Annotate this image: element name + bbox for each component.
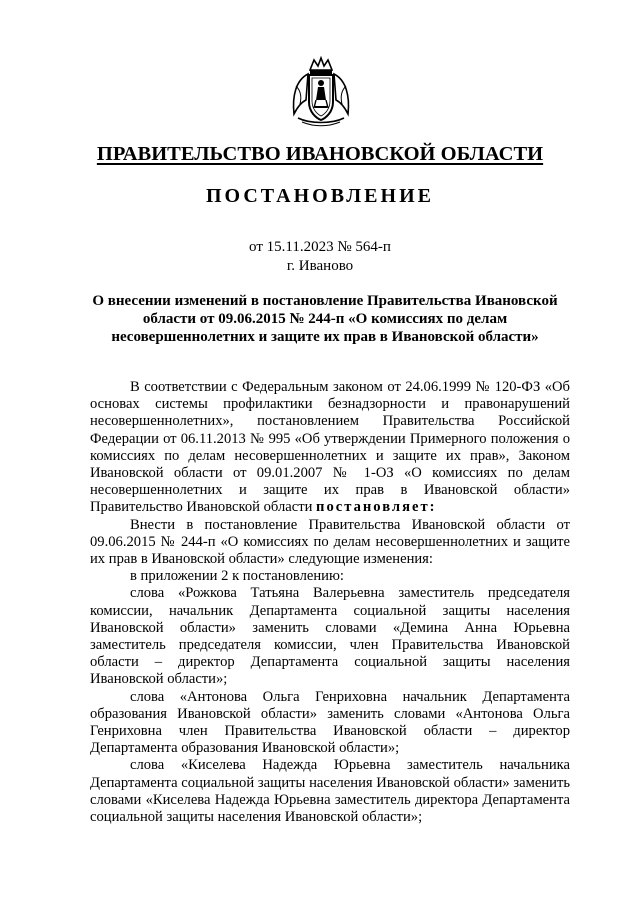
change-paragraph: слова «Антонова Ольга Генриховна начальник Департамента образования Ивановской области» заменить словами «Антонова Ольга Генриховна член Правительства Ивановской области – директор Департамента образования Ивановской области»; (90, 688, 570, 757)
preamble-paragraph (90, 379, 570, 517)
preamble-text: В соответствии с Федеральным законом от 24.06.1999 № 120-ФЗ «Об основах системы профилактики безнадзорности и правонарушений несовершеннолетних», постановлением Правительства Российской Федерации от 06.11.2013 № 995 «Об утверждении Примерного положения о комиссиях по делам несовершеннолетних и защите их прав», Законом Ивановской области от 09.01.2007 № 1-ОЗ «О комиссиях по делам несовершеннолетних и защите их прав в Ивановской области» Правительство Ивановской области (90, 379, 570, 516)
decree-date-number: от 15.11.2023 № 564-п (249, 239, 391, 255)
change-paragraph: слова «Киселева Надежда Юрьевна заместитель начальника Департамента социальной защиты населения Ивановской области» заменить словами «Киселева Надежда Юрьевна заместитель директора Департамента социальной защиты населения Ивановской области»; (90, 757, 570, 826)
government-name (0, 142, 640, 166)
change-paragraph: слова «Рожкова Татьяна Валерьевна заместитель председателя комиссии, начальник Департамента социальной защиты населения Ивановской области» заменить словами «Демина Анна Юрьевна заместитель председателя комиссии, член Правительства Ивановской области – директор Департамента социальной защиты населения Ивановской области»; (90, 585, 570, 688)
document-type-title: ПОСТАНОВЛЕНИЕ (206, 185, 434, 207)
annex-paragraph: в приложении 2 к постановлению: (130, 568, 344, 585)
decrees-word: постановляет: (316, 499, 437, 516)
coat-of-arms-icon (288, 56, 354, 128)
government-name-text: ПРАВИТЕЛЬСТВО ИВАНОВСКОЙ ОБЛАСТИ (96, 143, 544, 165)
decree-city: г. Иваново (286, 258, 354, 274)
document-body (90, 379, 570, 826)
decree-subject: О внесении изменений в постановление Правительства Ивановской области от 09.06.2015 № 244-п «О комиссиях по делам несовершеннолетних и защите их прав в Ивановской области» (92, 293, 558, 345)
intro-paragraph: Внести в постановление Правительства Ивановской области от 09.06.2015 № 244-п «О комиссиях по делам несовершеннолетних и защите их прав в Ивановской области» следующие изменения: (90, 516, 570, 568)
